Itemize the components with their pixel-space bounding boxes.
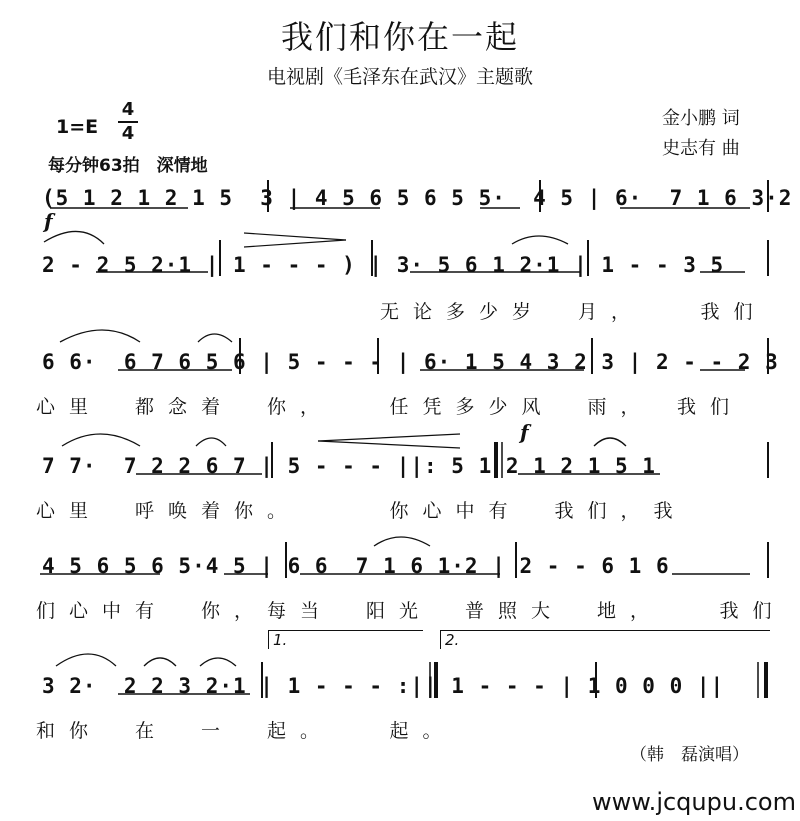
notes-line-5: 4 5 6 5 6 5·4 5 | 6 6 7 1 6 1·2 | 2 - - 6 1 6: [42, 554, 670, 578]
meter-top: 4: [121, 99, 135, 120]
composer-credit: 史志有 曲: [662, 138, 740, 159]
lyrics-line-3: 心里 都念着 你， 任凭多少风 雨， 我们: [36, 396, 744, 418]
performer-credit: （韩 磊演唱）: [630, 745, 749, 765]
tempo-marking: 每分钟63拍 深情地: [48, 156, 208, 176]
meter-bottom: 4: [121, 123, 135, 144]
lyrics-line-2: 无论多少岁 月， 我们: [380, 301, 767, 323]
notes-line-2: 2 - 2 5 2·1 | 1 - - - ) | 3· 5 6 1 2·1 | 1 - - 3 5: [42, 253, 725, 277]
bar-lines: [220, 180, 768, 698]
notes-line-6: 3 2· 2 2 3 2·1 | 1 - - - :|| 1 - - - | 1 0 0 0 ||: [42, 674, 725, 698]
notes-line-4: 7 7· 7 2 2 6 7 | 5 - - - ||: 5 1 2 1 2 1 5 1: [42, 454, 656, 478]
lyrics-line-5: 们心中有 你，每当 阳光 普照大 地， 我们: [36, 600, 786, 622]
dynamic-forte-2: f: [520, 420, 529, 444]
key-signature: 1=E: [56, 116, 99, 138]
hairpin-decrescendo-1: [244, 233, 346, 247]
slurs: [44, 231, 626, 666]
lyrics-line-4: 心里 呼唤着你。 你心中有 我们，我: [36, 500, 687, 522]
hairpin-crescendo-1: [318, 434, 460, 448]
website-watermark: www.jcqupu.com: [592, 788, 796, 816]
notes-line-3: 6 6· 6 7 6 5 6 | 5 - - - | 6· 1 5 4 3 2 3 | 2 - - 2 3: [42, 350, 779, 374]
song-title: 我们和你在一起: [280, 18, 519, 56]
repeat-signs: [430, 442, 766, 698]
lyricist-credit: 金小鹏 词: [662, 108, 740, 129]
volta-1: 1.: [268, 630, 423, 649]
song-subtitle: 电视剧《毛泽东在武汉》主题歌: [266, 66, 533, 88]
lyrics-line-6: 和你 在 一 起。 起。: [36, 720, 456, 742]
rhythm-beams: [40, 208, 750, 694]
dynamic-forte-1: f: [44, 209, 53, 233]
notes-line-1: (5 1 2 1 2 1 5 3 | 4 5 6 5 6 5 5· 4 5 | 6· 7 1 6 3·2: [42, 186, 793, 210]
volta-2: 2.: [440, 630, 770, 649]
